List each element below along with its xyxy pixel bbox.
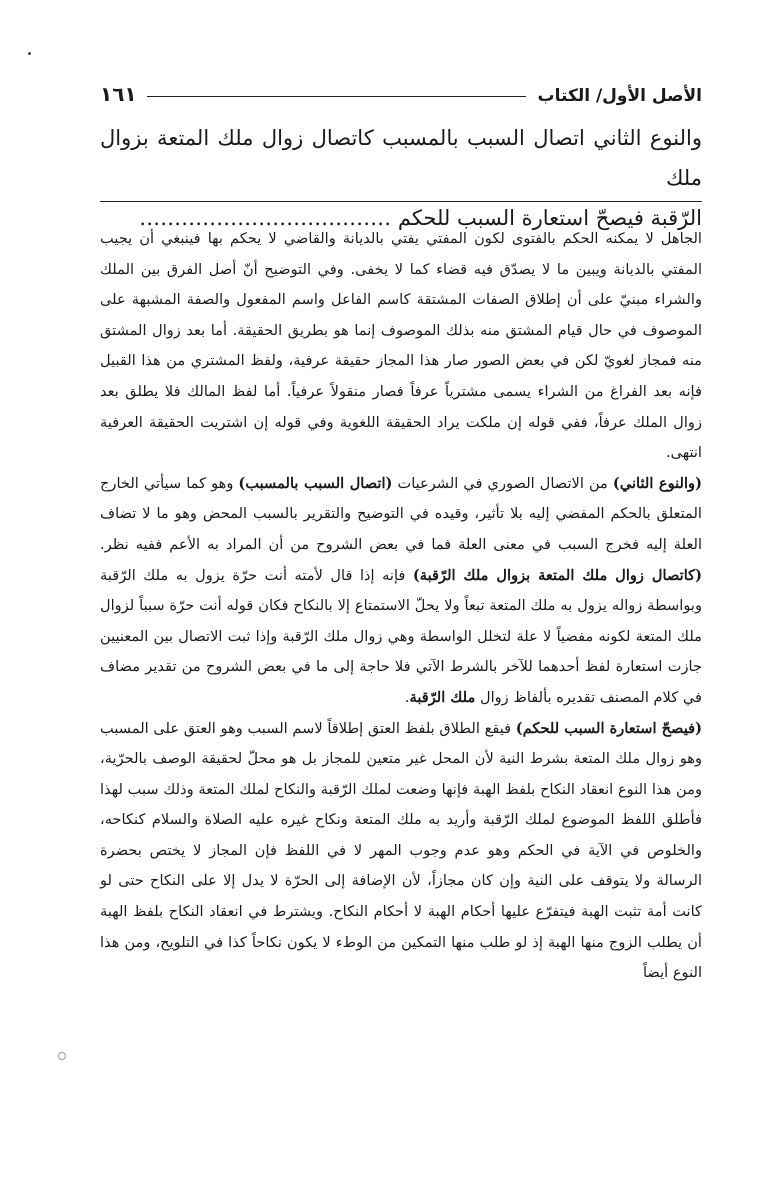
- header-rule: [147, 96, 526, 97]
- quoted-matn: (كاتصال زوال ملك المتعة بزوال ملك الرّقبة): [412, 566, 702, 584]
- quoted-matn: (اتصال السبب بالمسبب): [238, 474, 393, 492]
- commentary-text: فإنه إذا قال لأمته أنت حرّة يزول به ملك الرّقبة وبواسطة زواله يزول به ملك المتعة تبعاً ولا يحلّ الاستمتاع إلا بالنكاح فكان قوله أنت حرّة سبباً لزوال ملك المتعة لكونه مفضياً لا علة لتخلل الواسطة وهي زوال ملك الرّقبة وإذا ثبت الاتصال بين المعنيين جازت استعارة لفظ أحدهما للآخر بالشرط الآتي فلا حاجة إلى ما في بعض الشروح من تقدير مضاف في كلام المصنف تقديره بألفاظ زوال: [100, 566, 702, 706]
- commentary-paragraph: [100, 714, 702, 989]
- margin-dot: [28, 52, 31, 55]
- margin-mark: [58, 1052, 66, 1060]
- quoted-matn: (والنوع الثاني): [612, 474, 702, 492]
- commentary-text: من الاتصال الصوري في الشرعيات: [392, 474, 613, 492]
- page-number: ١٦١: [100, 82, 137, 106]
- main-text-fragment: الرّقبة فيصحّ استعارة السبب للحكم: [397, 206, 702, 230]
- quoted-matn: ملك الرّقبة: [409, 688, 476, 706]
- commentary-paragraph: الجاهل لا يمكنه الحكم بالفتوى لكون المفتي يفتي بالديانة والقاضي لا يحكم بها فينبغي أن يجيب المفتي بالديانة ويبين ما لا يصدّق فيه قضاء كما لا يخفى. وفي التوضيح أنّ أصل الفرق بين الملك والشراء مبنيّ على أن إطلاق الصفات المشتقة كاسم الفاعل واسم المفعول والصفة المشبهة على الموصوف في حال قيام المشتق منه بذلك الموصوف إنما هو بطريق الحقيقة. أما بعد زوال المشتق منه فمجاز لغويّ لكن في بعض الصور صار هذا المجاز حقيقة عرفية، ولفظ المشتري من هذا القبيل فإنه بعد الفراغ من الشراء يسمى مشترياً عرفاً فصار منقولاً عرفياً. أما لفظ المالك فلا يطلق بعد زوال الملك عرفاً، ففي قوله إن ملكت يراد الحقيقة اللغوية وفي قوله إن اشتريت الحقيقة العرفية انتهى.: [100, 230, 702, 462]
- commentary-text: وهو كما سيأتي الخارج المتعلق بالحكم المفضي إليه بلا تأثير، وقيده في التوضيح والتقرير بالسبب المحض وهو ما لا تضاف العلة إليه فخرج السبب في معنى العلة فما في بعض الشروح من أن المراد به الأعم ففيه نظر.: [100, 474, 702, 553]
- text-divider: [100, 201, 702, 202]
- commentary-paragraph: [100, 469, 702, 714]
- main-text-line: والنوع الثاني اتصال السبب بالمسبب كاتصال زوال ملك المتعة بزوال ملك: [100, 126, 702, 190]
- quoted-matn: (فيصحّ استعارة السبب للحكم): [515, 719, 702, 737]
- main-text: [100, 118, 702, 238]
- commentary: [100, 224, 702, 989]
- commentary-text: .: [404, 688, 410, 706]
- commentary-text: فيقع الطلاق بلفظ العتق إطلاقاً لاسم السبب وهو العتق على المسبب وهو زوال ملك المتعة بشرط النية لأن المحل غير متعين للمجاز بل هو محلّ لحقيقة الوصف بالحرّية، ومن هذا النوع انعقاد النكاح بلفظ الهبة فإنها وضعت لملك الرّقبة والنكاح لملك المتعة وذلك سبب لهذا فأطلق اللفظ الموضوع لملك الرّقبة وأريد به ملك المتعة ونكاح غيره عليه الصلاة والسلام كنكاحه، والخلوص في الآية في الحكم وهو عدم وجوب المهر لا في اللفظ فإن المجاز لا يختص بحضرة الرسالة ولا يتوقف على النية وإن كان مجازاً، لأن الإضافة إلى الحرّة لا يدل إلا على النكاح حتى لو كانت أمة تثبت الهبة فيتفرّع عليها أحكام الهبة لا أحكام النكاح. ويشترط في انعقاد النكاح بلفظ الهبة أن يطلب الزوج منها الهبة إذ لو طلب منها التمكين من الوطء لا يكون نكاحاً كذا في التلويح، ومن هذا النوع أيضاً: [100, 719, 702, 982]
- running-title: الأصل الأول/ الكتاب: [537, 86, 702, 106]
- dotted-leader: ………………………………: [139, 206, 392, 230]
- page-header: [100, 76, 702, 106]
